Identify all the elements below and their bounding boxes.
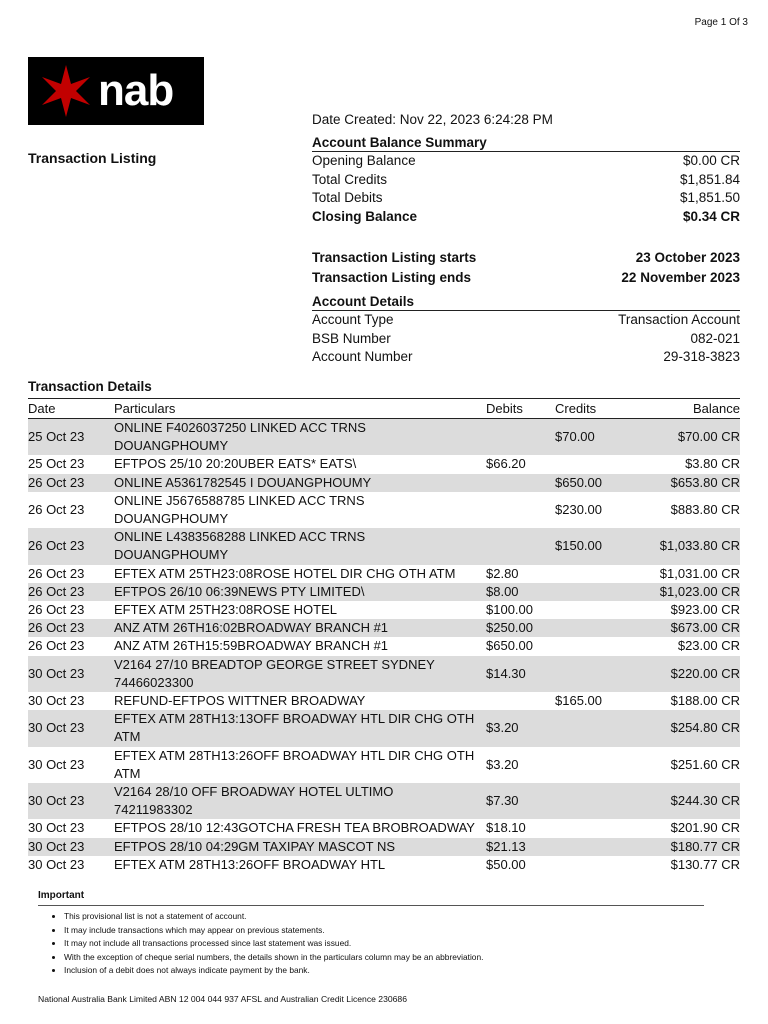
cell-credit <box>555 819 635 837</box>
cell-balance: $653.80 CR <box>635 474 740 492</box>
particulars-line: ATM <box>114 729 141 745</box>
cell-date: 26 Oct 23 <box>28 602 85 618</box>
particulars-line: 74466023300 <box>114 674 194 690</box>
cell-particulars <box>114 583 486 601</box>
balance-summary <box>312 135 740 226</box>
cell-balance: $220.00 CR <box>635 656 740 692</box>
summary-label: Total Debits <box>312 190 383 205</box>
cell-credit: $165.00 <box>555 693 602 709</box>
table-row <box>28 637 740 655</box>
total-credits-row <box>312 171 740 190</box>
cell-debit <box>486 419 555 456</box>
summary-value: $1,851.84 <box>679 171 740 187</box>
cell-balance: $201.90 CR <box>670 820 740 836</box>
cell-debit: $100.00 <box>486 602 533 618</box>
detail-value: 29-318-3823 <box>663 349 740 364</box>
cell-date: 26 Oct 23 <box>28 638 85 654</box>
summary-value: $1,851.50 <box>679 190 740 205</box>
page-number: Page 1 Of 3 <box>694 17 748 28</box>
cell-debit <box>486 474 555 492</box>
cell-date: 30 Oct 23 <box>28 710 114 746</box>
important-heading: Important <box>38 890 85 901</box>
listing-period <box>312 248 740 288</box>
column-header-date: Date <box>28 399 114 419</box>
cell-credit: $150.00 <box>555 528 635 564</box>
total-debits-row <box>312 189 740 208</box>
cell-particulars <box>114 455 486 473</box>
cell-credit <box>555 783 635 819</box>
cell-particulars <box>114 783 486 819</box>
particulars-line: ONLINE L4383568288 LINKED ACC TRNS <box>114 529 366 545</box>
listing-starts-row <box>312 248 740 268</box>
cell-balance: $188.00 CR <box>670 693 740 709</box>
cell-balance: $23.00 CR <box>677 638 740 654</box>
table-row <box>28 601 740 619</box>
summary-value: $0.34 CR <box>682 208 740 224</box>
listing-ends-row <box>312 268 740 288</box>
cell-debit: $18.10 <box>486 820 526 836</box>
cell-credit <box>555 601 635 619</box>
cell-debit <box>486 528 555 564</box>
cell-debit: $3.20 <box>486 710 555 746</box>
nab-logo <box>28 57 204 125</box>
table-row <box>28 565 740 583</box>
closing-balance-row <box>312 208 740 227</box>
important-item: • With the exception of cheque serial numbers, the details shown in the particulars column may be an abbreviation. <box>64 951 483 965</box>
cell-credit <box>555 583 635 601</box>
cell-balance: $673.00 CR <box>635 619 740 637</box>
cell-debit: $650.00 <box>486 638 533 654</box>
particulars-line: EFTPOS 28/10 04:29GM TAXIPAY MASCOT NS <box>114 838 396 854</box>
important-item: • Inclusion of a debit does not always indicate payment by the bank. <box>64 964 483 978</box>
listing-ends-value: 22 November 2023 <box>621 270 740 285</box>
transaction-details-heading: Transaction Details <box>28 379 152 394</box>
cell-particulars <box>114 637 486 655</box>
cell-date: 26 Oct 23 <box>28 583 114 601</box>
balance-summary-heading: Account Balance Summary <box>312 135 740 152</box>
important-item: • This provisional list is not a statement of account. <box>64 910 483 924</box>
cell-credit <box>555 710 635 746</box>
cell-date: 26 Oct 23 <box>28 528 114 564</box>
summary-label: Total Credits <box>312 171 388 187</box>
cell-date: 25 Oct 23 <box>28 456 85 472</box>
cell-debit: $50.00 <box>486 856 526 872</box>
column-header-debits: Debits <box>486 399 555 419</box>
cell-balance: $1,033.80 CR <box>635 528 740 564</box>
cell-particulars <box>114 565 486 583</box>
cell-date: 26 Oct 23 <box>28 619 114 637</box>
cell-balance: $3.80 CR <box>685 456 740 472</box>
particulars-line: EFTEX ATM 25TH23:08ROSE HOTEL DIR CHG OTH ATM <box>114 565 456 581</box>
cell-date: 26 Oct 23 <box>28 565 85 581</box>
particulars-line: EFTEX ATM 28TH13:26OFF BROADWAY HTL <box>114 856 386 872</box>
table-row <box>28 474 740 492</box>
table-row <box>28 583 740 601</box>
particulars-line: V2164 27/10 BREADTOP GEORGE STREET SYDNEY <box>114 656 435 672</box>
table-row <box>28 419 740 456</box>
particulars-line: EFTEX ATM 25TH23:08ROSE HOTEL <box>114 602 337 618</box>
page-title: Transaction Listing <box>28 150 157 166</box>
detail-value: Transaction Account <box>618 312 740 327</box>
table-header-row <box>28 399 740 419</box>
opening-balance-row <box>312 152 740 171</box>
cell-particulars <box>114 619 486 637</box>
cell-particulars <box>114 838 486 856</box>
cell-particulars <box>114 528 486 564</box>
cell-balance: $180.77 CR <box>635 838 740 856</box>
cell-credit <box>555 656 635 692</box>
cell-balance: $70.00 CR <box>635 419 740 456</box>
cell-debit: $8.00 <box>486 583 555 601</box>
cell-particulars <box>114 856 486 874</box>
table-row <box>28 492 740 528</box>
table-row <box>28 528 740 564</box>
particulars-line: EFTPOS 28/10 12:43GOTCHA FRESH TEA BROBROADWAY <box>114 820 475 836</box>
cell-date: 30 Oct 23 <box>28 656 114 692</box>
column-header-credits: Credits <box>555 399 635 419</box>
cell-particulars <box>114 601 486 619</box>
cell-date: 30 Oct 23 <box>28 783 114 819</box>
star-icon <box>38 63 94 119</box>
logo-text: nab <box>98 66 174 115</box>
column-header-balance: Balance <box>635 399 740 419</box>
particulars-line: EFTPOS 26/10 06:39NEWS PTY LIMITED\ <box>114 583 365 599</box>
listing-starts-label: Transaction Listing starts <box>312 250 477 265</box>
listing-ends-label: Transaction Listing ends <box>312 270 472 285</box>
cell-credit <box>555 619 635 637</box>
particulars-line: V2164 28/10 OFF BROADWAY HOTEL ULTIMO <box>114 784 394 800</box>
cell-debit: $3.20 <box>486 756 519 772</box>
cell-particulars <box>114 656 486 692</box>
cell-particulars <box>114 419 486 456</box>
cell-debit: $14.30 <box>486 656 555 692</box>
account-details <box>312 294 740 367</box>
cell-credit: $230.00 <box>555 501 602 517</box>
cell-particulars <box>114 474 486 492</box>
particulars-line: DOUANGPHOUMY <box>114 511 229 527</box>
detail-label: Account Number <box>312 349 413 364</box>
cell-credit <box>555 747 635 783</box>
cell-debit: $2.80 <box>486 565 519 581</box>
cell-debit <box>486 692 555 710</box>
cell-balance: $251.60 CR <box>670 756 740 772</box>
table-row <box>28 819 740 837</box>
cell-debit <box>486 492 555 528</box>
transaction-table <box>28 398 740 874</box>
cell-credit <box>555 838 635 856</box>
cell-date: 30 Oct 23 <box>28 820 85 836</box>
cell-credit <box>555 565 635 583</box>
cell-debit: $66.20 <box>486 456 526 472</box>
particulars-line: REFUND-EFTPOS WITTNER BROADWAY <box>114 693 366 709</box>
cell-particulars <box>114 492 486 528</box>
important-divider <box>38 905 704 906</box>
account-number-row <box>312 348 740 367</box>
table-row <box>28 838 740 856</box>
account-details-heading: Account Details <box>312 294 740 311</box>
cell-particulars <box>114 692 486 710</box>
summary-label: Closing Balance <box>312 208 418 224</box>
table-row <box>28 656 740 692</box>
cell-date: 26 Oct 23 <box>28 474 114 492</box>
cell-date: 30 Oct 23 <box>28 838 114 856</box>
cell-balance: $244.30 CR <box>635 783 740 819</box>
particulars-line: 74211983302 <box>114 802 193 818</box>
cell-credit <box>555 856 635 874</box>
cell-particulars <box>114 747 486 783</box>
cell-balance: $1,031.00 CR <box>659 565 740 581</box>
cell-debit: $250.00 <box>486 619 555 637</box>
cell-credit <box>555 455 635 473</box>
table-row <box>28 692 740 710</box>
detail-label: Account Type <box>312 312 394 327</box>
cell-credit <box>555 637 635 655</box>
particulars-line: EFTPOS 25/10 20:20UBER EATS* EATS\ <box>114 456 357 472</box>
cell-debit: $7.30 <box>486 783 555 819</box>
table-row <box>28 747 740 783</box>
cell-credit: $650.00 <box>555 474 635 492</box>
important-item: • It may include transactions which may appear on previous statements. <box>64 924 483 938</box>
particulars-line: ANZ ATM 26TH16:02BROADWAY BRANCH #1 <box>114 620 389 636</box>
detail-label: BSB Number <box>312 330 391 346</box>
cell-balance: $254.80 CR <box>635 710 740 746</box>
particulars-line: ATM <box>114 765 141 781</box>
particulars-line: DOUANGPHOUMY <box>114 438 229 454</box>
table-row <box>28 455 740 473</box>
cell-date: 25 Oct 23 <box>28 419 114 456</box>
footer-text: National Australia Bank Limited ABN 12 004 044 937 AFSL and Australian Credit Licence 230686 <box>38 994 407 1004</box>
bsb-number-row <box>312 330 740 349</box>
date-created: Date Created: Nov 22, 2023 6:24:28 PM <box>312 112 553 127</box>
cell-particulars <box>114 819 486 837</box>
cell-date: 30 Oct 23 <box>28 756 85 772</box>
particulars-line: EFTEX ATM 28TH13:13OFF BROADWAY HTL DIR CHG OTH <box>114 711 475 727</box>
particulars-line: EFTEX ATM 28TH13:26OFF BROADWAY HTL DIR CHG OTH <box>114 747 475 763</box>
particulars-line: ONLINE F4026037250 LINKED ACC TRNS <box>114 420 366 435</box>
particulars-line: DOUANGPHOUMY <box>114 547 229 563</box>
cell-date: 26 Oct 23 <box>28 501 85 517</box>
cell-balance: $923.00 CR <box>670 602 740 618</box>
summary-value: $0.00 CR <box>682 153 740 168</box>
cell-particulars <box>114 710 486 746</box>
particulars-line: ANZ ATM 26TH15:59BROADWAY BRANCH #1 <box>114 638 389 654</box>
column-header-particulars: Particulars <box>114 399 486 419</box>
summary-label: Opening Balance <box>312 153 416 168</box>
important-list <box>38 910 483 978</box>
table-row <box>28 710 740 746</box>
table-row <box>28 783 740 819</box>
particulars-line: ONLINE A5361782545 I DOUANGPHOUMY <box>114 474 372 490</box>
table-row <box>28 619 740 637</box>
cell-date: 30 Oct 23 <box>28 856 85 872</box>
detail-value: 082-021 <box>690 330 740 346</box>
account-type-row <box>312 311 740 330</box>
important-item: • It may not include all transactions processed since last statement was issued. <box>64 937 483 951</box>
cell-balance: $130.77 CR <box>670 856 740 872</box>
cell-debit: $21.13 <box>486 838 555 856</box>
table-row <box>28 856 740 874</box>
cell-date: 30 Oct 23 <box>28 693 85 709</box>
listing-starts-value: 23 October 2023 <box>635 250 740 265</box>
cell-balance: $883.80 CR <box>670 501 740 517</box>
cell-balance: $1,023.00 CR <box>635 583 740 601</box>
particulars-line: ONLINE J5676588785 LINKED ACC TRNS <box>114 492 365 508</box>
cell-credit: $70.00 <box>555 419 635 456</box>
